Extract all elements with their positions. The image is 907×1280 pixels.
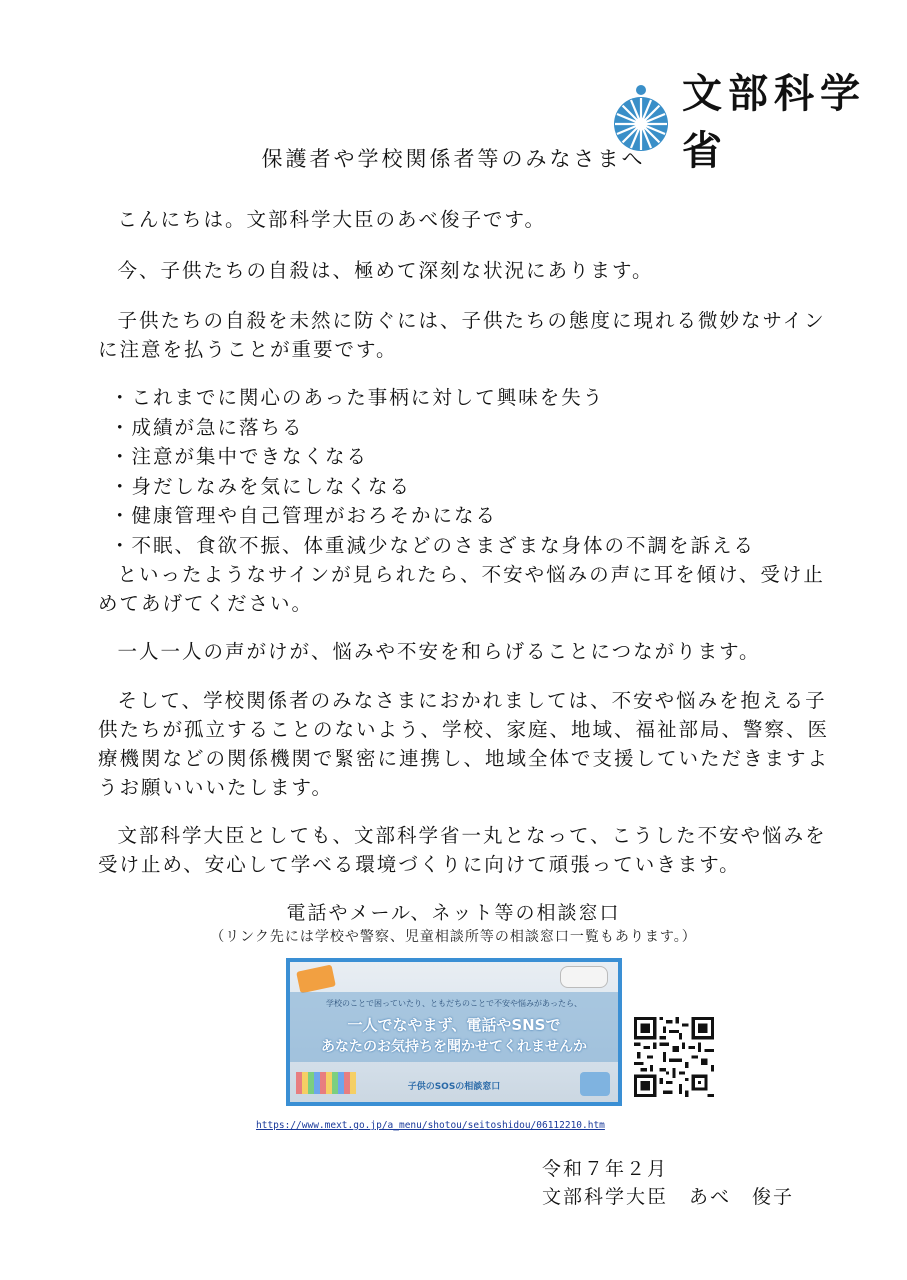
letter-title: 保護者や学校関係者等のみなさまへ [261,147,646,171]
banner-headline-2: あなたのお気持ちを聞かせてくれませんか [321,1039,587,1055]
schools-text: そして、学校関係者のみなさまにおかれましては、不安や悩みを抱える子供たちが孤立することのないよう、学校、家庭、地域、福祉部局、警察、医療機関などの関係機関で緊密に連携し、地域全体で支援していただきますようお願いいいたします。 [98,689,830,799]
list-item: ・健康管理や自己管理がおろそかになる [110,504,498,527]
voice-paragraph [98,637,838,666]
minister-text: 文部科学大臣としても、文部科学省一丸となって、こうした不安や悩みを受け止め、安心して学べる環境づくりに向けて頑張っていきます。 [98,824,827,876]
banner-headline-1: 一人でなやまず、電話やSNSで [347,1016,561,1034]
pencil-case-decoration [560,966,608,988]
consultation-note: （リンク先には学校や警察、児童相談所等の相談窓口一覧もあります。） [210,929,697,945]
eraser-decoration [296,964,336,993]
signs-outro-text: といったようなサインが見られたら、不安や悩みの声に耳を傾け、受け止めてあげてください。 [98,563,825,615]
consultation-url-link[interactable]: https://www.mext.go.jp/a_menu/shotou/seitoshidou/06112210.htm [256,1120,605,1131]
sos-banner-link[interactable] [286,958,622,1106]
situation-text: 今、子供たちの自殺は、極めて深刻な状況にあります。 [117,259,654,282]
situation-paragraph [98,256,838,285]
letter-signature: 文部科学大臣 あべ 俊子 [542,1186,795,1208]
signs-list [110,383,755,560]
ministry-name: 文部科学省 [682,71,866,174]
list-item: ・注意が集中できなくなる [110,445,369,468]
greeting-text: こんにちは。文部科学大臣のあべ俊子です。 [117,208,546,231]
consultation-title: 電話やメール、ネット等の相談窓口 [286,902,621,924]
qr-code-icon[interactable] [634,1017,714,1097]
signs-intro-text: 子供たちの自殺を未然に防ぐには、子供たちの態度に現れる微妙なサインに注意を払うことが重要です。 [98,309,826,361]
schools-paragraph [98,686,838,802]
list-item: ・不眠、食欲不振、体重減少などのさまざまな身体の不調を訴える [110,533,756,557]
letter-date: 令和７年２月 [542,1158,669,1180]
list-item: ・成績が急に落ちる [110,415,304,439]
banner-footer: 子供のSOSの相談窓口 [407,1082,501,1092]
voice-text: 一人一人の声がけが、悩みや不安を和らげることにつながります。 [117,640,761,663]
minister-paragraph [98,821,838,879]
list-item: ・身だしなみを気にしなくなる [110,474,412,498]
list-item: ・これまでに関心のあった事柄に対して興味を失う [110,386,605,409]
banner-small-text: 学校のことで困っていたり、ともだちのことで不安や悩みがあったら、 [326,999,582,1008]
signs-intro-paragraph [98,306,838,364]
signs-outro-paragraph [98,560,838,618]
greeting-paragraph [98,205,838,234]
